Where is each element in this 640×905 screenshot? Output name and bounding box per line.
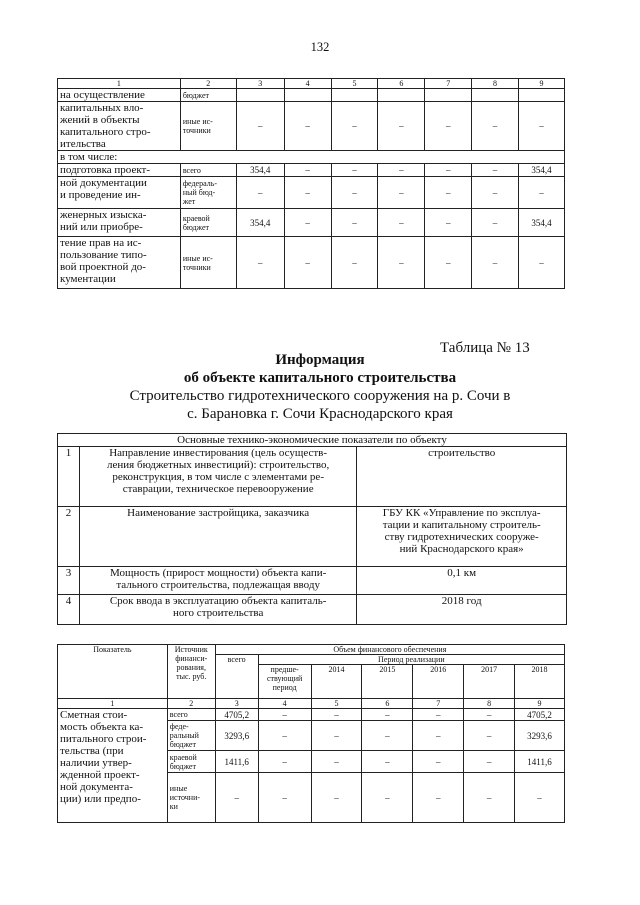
row-description: Сметная стои- мость объекта ка- питального строи- тельства (при наличии утвер- жденной проект- ной документа- ции) или предпо- <box>58 709 168 823</box>
table-row <box>58 102 565 151</box>
row-source: бюджет <box>180 89 236 102</box>
value-cell: 1411,6 <box>515 751 565 773</box>
row-source: иные ис- точники <box>180 102 236 151</box>
value-cell: – <box>518 177 564 209</box>
table-row <box>58 595 567 625</box>
table-row <box>58 164 565 177</box>
value-cell: – <box>311 751 362 773</box>
value-cell: – <box>472 177 519 209</box>
row-description: капитальных вло- жений в объекты капитального стро- ительства <box>58 102 181 151</box>
row-number: 1 <box>58 447 80 507</box>
row-source: краевой бюджет <box>167 751 215 773</box>
value-cell: – <box>378 102 425 151</box>
table-row <box>58 447 567 507</box>
value-cell: – <box>464 751 515 773</box>
header-total: всего <box>215 655 258 699</box>
row-source: краевой бюджет <box>180 209 236 237</box>
value-cell: – <box>518 102 564 151</box>
value-cell: – <box>413 751 464 773</box>
row-source: иные ис- точники <box>180 237 236 289</box>
value-cell: – <box>331 177 378 209</box>
value-cell: – <box>413 773 464 823</box>
value-cell: 3293,6 <box>515 721 565 751</box>
header-volume: Объем финансового обеспечения <box>215 645 564 655</box>
value-cell <box>378 89 425 102</box>
header-year: 2017 <box>464 665 515 699</box>
value-cell: – <box>378 164 425 177</box>
value-cell: – <box>472 164 519 177</box>
header-indicator: Показатель <box>58 645 168 699</box>
header-year: 2014 <box>311 665 362 699</box>
header-period: Период реализации <box>258 655 564 665</box>
value-cell <box>331 89 378 102</box>
indicator-label: Мощность (прирост мощности) объекта капи- тального строительства, подлежащая вводу <box>79 567 356 595</box>
indicator-label: Наименование застройщика, заказчика <box>79 507 356 567</box>
row-source: всего <box>180 164 236 177</box>
indicator-label: Срок ввода в эксплуатацию объекта капиталь- ного строительства <box>79 595 356 625</box>
table-row <box>58 567 567 595</box>
value-cell <box>425 89 472 102</box>
value-cell: – <box>236 177 284 209</box>
value-cell <box>472 89 519 102</box>
table-row <box>58 209 565 237</box>
table-row <box>58 709 565 721</box>
row-number: 3 <box>58 567 80 595</box>
value-cell: – <box>378 237 425 289</box>
value-cell: – <box>362 751 413 773</box>
value-cell: – <box>464 773 515 823</box>
value-cell: – <box>425 177 472 209</box>
value-cell: – <box>464 709 515 721</box>
indicator-value: 0,1 км <box>357 567 567 595</box>
value-cell: – <box>258 751 311 773</box>
row-number: 4 <box>58 595 80 625</box>
value-cell: 354,4 <box>518 209 564 237</box>
table-row <box>58 177 565 209</box>
row-source: иные источни- ки <box>167 773 215 823</box>
value-cell: – <box>284 209 331 237</box>
value-cell <box>236 89 284 102</box>
column-number-row: 1 2 3 4 5 6 7 8 9 <box>58 79 565 89</box>
value-cell <box>518 89 564 102</box>
page-number: 132 <box>310 40 330 54</box>
header-year: 2016 <box>413 665 464 699</box>
row-number: 2 <box>58 507 80 567</box>
value-cell: – <box>362 709 413 721</box>
value-cell: – <box>378 177 425 209</box>
header-previous-period: предше- ствующий период <box>258 665 311 699</box>
value-cell: – <box>236 237 284 289</box>
value-cell: – <box>425 237 472 289</box>
heading-title: Информация <box>275 352 365 368</box>
indicator-value: 2018 год <box>357 595 567 625</box>
value-cell: – <box>258 709 311 721</box>
value-cell: – <box>425 102 472 151</box>
value-cell: – <box>362 773 413 823</box>
value-cell: – <box>515 773 565 823</box>
header-year: 2018 <box>515 665 565 699</box>
value-cell: – <box>425 164 472 177</box>
value-cell: – <box>518 237 564 289</box>
row-description: тение прав на ис- пользование типо- вой проектной до- кументации <box>58 237 181 289</box>
value-cell: – <box>362 721 413 751</box>
row-source: всего <box>167 709 215 721</box>
value-cell: – <box>215 773 258 823</box>
table-row <box>58 237 565 289</box>
value-cell: – <box>311 773 362 823</box>
heading-subtitle: об объекте капитального строительства <box>183 370 457 386</box>
value-cell <box>284 89 331 102</box>
heading-object-location: с. Барановка г. Сочи Краснодарского края <box>187 406 453 422</box>
table-label: Таблица № 13 <box>440 340 530 356</box>
value-cell: – <box>284 164 331 177</box>
column-number-row: 1 2 3 4 5 6 7 8 9 <box>58 699 565 709</box>
value-cell: – <box>284 237 331 289</box>
value-cell: – <box>331 237 378 289</box>
row-description: на осуществление <box>58 89 181 102</box>
value-cell: – <box>472 209 519 237</box>
value-cell: 4705,2 <box>215 709 258 721</box>
row-description: женерных изыска- ний или приобре- <box>58 209 181 237</box>
value-cell: – <box>284 102 331 151</box>
table-row <box>58 89 565 102</box>
row-description: в том числе: <box>58 151 565 164</box>
heading-object-name: Строительство гидротехнического сооружения на р. Сочи в <box>129 388 511 404</box>
indicator-value: строительство <box>357 447 567 507</box>
value-cell: – <box>258 721 311 751</box>
value-cell: 354,4 <box>236 209 284 237</box>
indicator-label: Направление инвестирования (цель осуществ- ления бюджетных инвестиций): строительство, реконструкция, в том числе с элементами ре- ставрации, техническое перевооружение <box>79 447 356 507</box>
row-source: феде- ральный бюджет <box>167 721 215 751</box>
value-cell: – <box>236 102 284 151</box>
value-cell: – <box>413 721 464 751</box>
value-cell: – <box>413 709 464 721</box>
technical-indicators-header: Основные технико-экономические показатели по объекту <box>58 434 567 447</box>
value-cell: 3293,6 <box>215 721 258 751</box>
value-cell: – <box>258 773 311 823</box>
value-cell: – <box>378 209 425 237</box>
value-cell: – <box>331 209 378 237</box>
value-cell: – <box>464 721 515 751</box>
value-cell: 1411,6 <box>215 751 258 773</box>
value-cell: 354,4 <box>236 164 284 177</box>
funding-table-continued <box>57 78 565 289</box>
value-cell: – <box>331 164 378 177</box>
header-source: Источник финанси- рования, тыс. руб. <box>167 645 215 699</box>
value-cell: – <box>425 209 472 237</box>
heading <box>60 352 580 423</box>
value-cell: – <box>311 721 362 751</box>
value-cell: – <box>472 237 519 289</box>
indicator-value: ГБУ КК «Управление по эксплуа- тации и капитальному строитель- ству гидротехнических сооруже- ний Краснодарского края» <box>357 507 567 567</box>
value-cell: 354,4 <box>518 164 564 177</box>
technical-indicators-table <box>57 433 567 625</box>
table-row <box>58 151 565 164</box>
value-cell: 4705,2 <box>515 709 565 721</box>
header-year: 2015 <box>362 665 413 699</box>
row-description: ной документации и проведение ин- <box>58 177 181 209</box>
value-cell: – <box>311 709 362 721</box>
value-cell: – <box>331 102 378 151</box>
row-source: федераль- ный бюд- жет <box>180 177 236 209</box>
value-cell: – <box>284 177 331 209</box>
financing-table <box>57 644 565 823</box>
value-cell: – <box>472 102 519 151</box>
row-description: подготовка проект- <box>58 164 181 177</box>
table-row <box>58 507 567 567</box>
